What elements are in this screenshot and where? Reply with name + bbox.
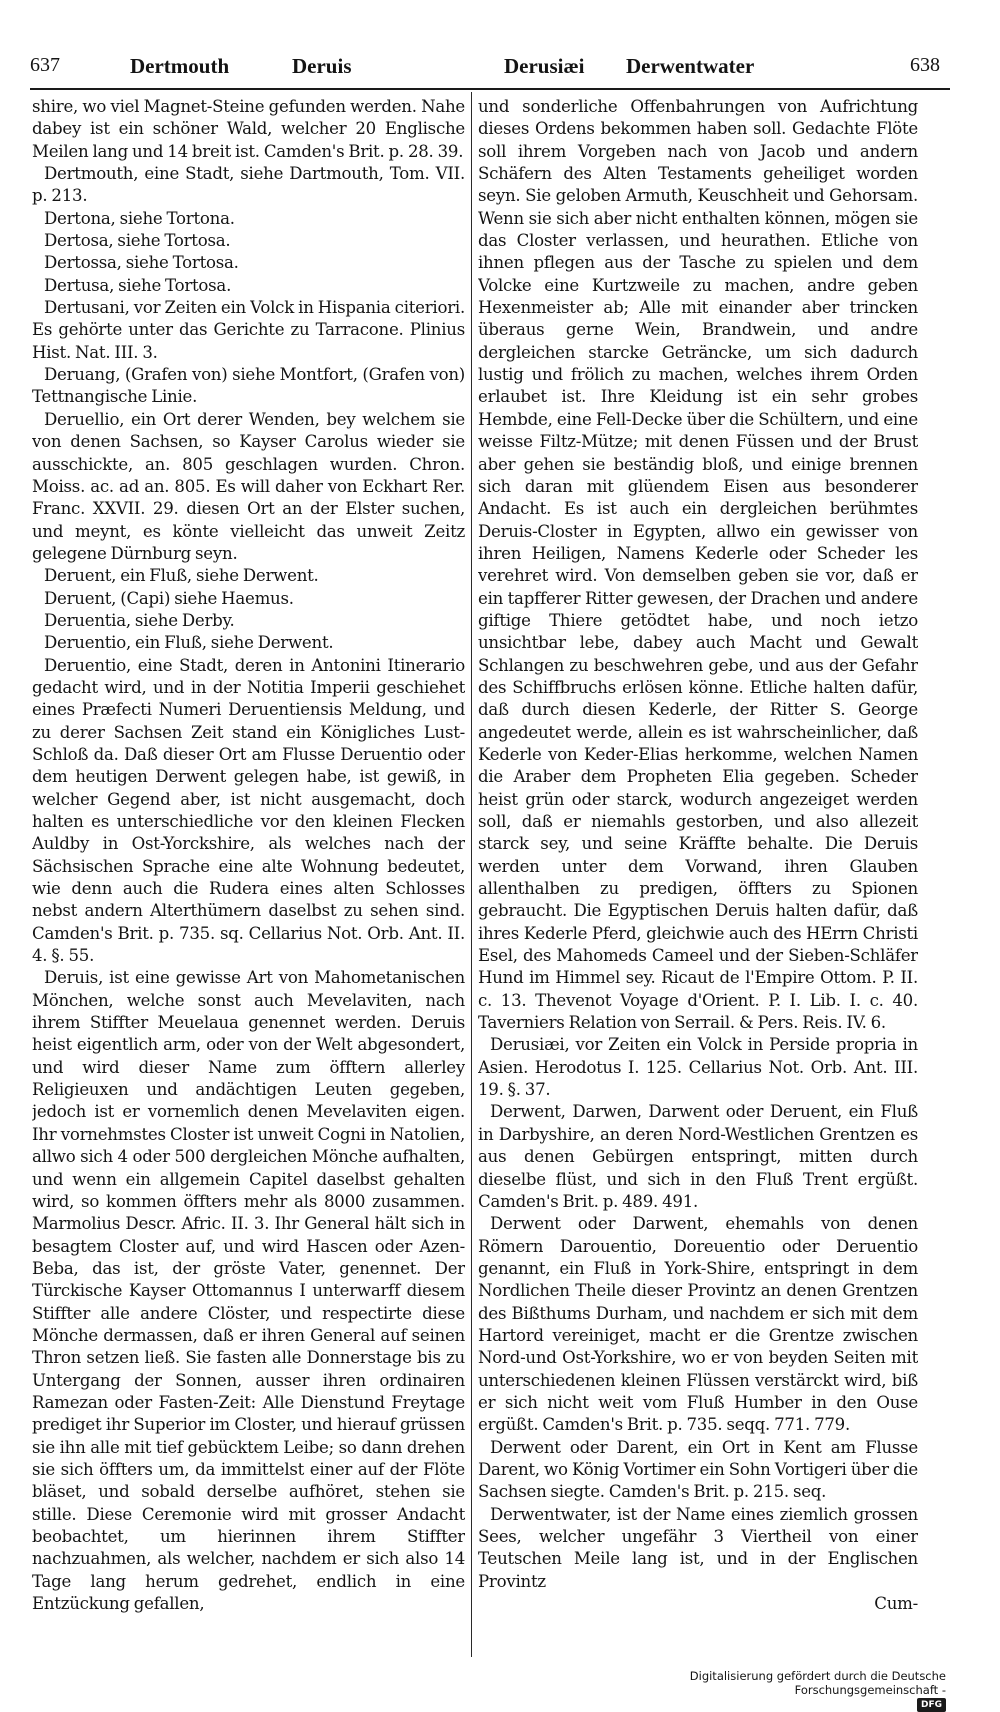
running-header <box>30 54 950 84</box>
column-divider <box>471 92 472 1657</box>
entry-paragraph: Deruentio, eine Stadt, deren in Antonini Itinerario gedacht wird, und in der Notitia Imperii geschiehet eines Præfecti Numeri Deruentiensis Meldung, und zu derer Sachsen Zeit stand ein Königliches Lust-Schloß da. Daß dieser Ort am Flusse Deruentio oder dem heutigen Derwent gelegen habe, ist gewiß, in welcher Gegend aber, ist nicht ausgemacht, doch halten es unterschiedliche vor den kleinen Flecken Auldby in Ost-Yorckshire, als welches nach der Sächsischen Sprache eine alte Wohnung bedeutet, wie denn auch die Rudera eines alten Schlosses nebst andern Alterthümern daselbst zu sehen sind. Camden's Brit. p. 735. sq. Cellarius Not. Orb. Ant. II. 4. §. 55. <box>32 655 465 966</box>
entry-paragraph: Dertusa, siehe Tortosa. <box>44 275 232 295</box>
entry-paragraph: Dertosa, siehe Tortosa. <box>44 231 231 251</box>
digitization-credit <box>560 1669 946 1710</box>
entry-paragraph: Deruis, ist eine gewisse Art von Mahometanischen Mönchen, welche sonst auch Mevelaviten, nach ihrem Stiffter Meuelaua genennet werden. Deruis heist eigentlich arm, oder von der Welt abgesondert, und wird dieser Name zum öfftern allerley Religieuxen und andächtigen Leuten gegeben, jedoch ist er vornemlich denen Mevelaviten eigen. Ihr vornehmstes Closter ist unweit Cogni in Natolien, allwo sich 4 oder 500 dergleichen Mönche aufhalten, und wenn ein allgemein Capitel daselbst gehalten wird, so kommen öffters mehr als 8000 zusammen. Marmolius Descr. Afric. II. 3. Ihr General hält sich in besagtem Closter auf, und wird Hascen oder Azen-Beba, das ist, der gröste Vater, genennet. Der Türckische Kayser Ottomannus I unterwarff diesem Stiffter alle andere Clöster, und respectirte diese Mönche dermassen, daß er ihren General auf seinen Thron setzen ließ. Sie fasten alle Donnerstage bis zu Untergang der Sonnen, ausser ihren ordinairen Ramezan oder Fasten-Zeit: Alle Dienstund Freytage prediget ihr Superior im Closter, und hierauf grüssen sie ihn alle mit tief gebücktem Leibe; so dann drehen sie sich öffters um, da immittelst einer auf der Flöte bläset, und sobald derselbe aufhöret, stehen sie stille. Diese Ceremonie wird mit grosser Andacht beobachtet, um hierinnen ihrem Stiffter nachzuahmen, als welcher, nachdem er sich also 14 Tage lang herum gedrehet, endlich in eine Entzückung gefallen, <box>32 968 465 1614</box>
dfg-logo: DFG <box>917 1698 946 1712</box>
header-rule <box>30 88 950 90</box>
entry-paragraph: Dertmouth, eine Stadt, siehe Dartmouth, Tom. VII. p. 213. <box>32 164 465 206</box>
entry-paragraph: Derwent oder Darent, ein Ort in Kent am Flusse Darent, wo König Vortimer ein Sohn Vortigeri über die Sachsen siegte. Camden's Brit. p. 215. seq. <box>478 1437 918 1502</box>
catchword: Cum- <box>874 1594 918 1614</box>
entry-paragraph: Derwent oder Darwent, ehemahls von denen Römern Darouentio, Doreuentio oder Deruentio genannt, ein Fluß in York-Shire, entspringt in dem Nordlichen Theile dieser Provintz an denen Grentzen des Bißthums Durham, und nachdem er sich mit dem Hartord vereiniget, macht er die Grentze zwischen Nord-und Ost-Yorkshire, wo er von beyden Seiten mit unterschiedenen kleinen Flüssen verstärckt wird, biß er sich nicht weit vom Fluß Humber in den Ouse ergüßt. Camden's Brit. p. 735. seqq. 771. 779. <box>478 1214 918 1435</box>
entry-paragraph: Deruang, (Grafen von) siehe Montfort, (Grafen von) Tettnangische Linie. <box>32 365 465 407</box>
header-word-1: Dertmouth <box>130 54 230 78</box>
entry-paragraph: Deruentio, ein Fluß, siehe Derwent. <box>44 633 334 653</box>
entry-paragraph: Deruent, (Capi) siehe Haemus. <box>44 588 294 608</box>
header-word-3: Derusiæi <box>504 54 585 78</box>
credit-text: Digitalisierung gefördert durch die Deutsche Forschungsgemeinschaft - <box>689 1669 946 1697</box>
page-number-left: 637 <box>30 54 60 76</box>
page-number-right: 638 <box>910 54 940 76</box>
entry-paragraph: Derwentwater, ist der Name eines ziemlich grossen Sees, welcher ungefähr 3 Viertheil von einer Teutschen Meile lang ist, und in der Englischen Provintz <box>478 1504 918 1591</box>
header-word-2: Deruis <box>292 54 352 78</box>
entry-paragraph: shire, wo viel Magnet-Steine gefunden werden. Nahe dabey ist ein schöner Wald, welcher 20 Englische Meilen lang und 14 breit ist. Camden's Brit. p. 28. 39. <box>32 97 465 161</box>
entry-paragraph: Derusiæi, vor Zeiten ein Volck in Perside propria in Asien. Herodotus I. 125. Cellarius Not. Orb. Ant. III. 19. §. 37. <box>478 1035 918 1100</box>
entry-paragraph: Derwent, Darwen, Darwent oder Deruent, ein Fluß in Darbyshire, an deren Nord-Westlichen Grentzen es aus denen Gebürgen entspringt, mitten durch dieselbe flüst, und sich in den Fluß Trent ergüßt. Camden's Brit. p. 489. 491. <box>478 1102 918 1211</box>
header-word-4: Derwentwater <box>626 54 755 78</box>
entry-paragraph: Deruent, ein Fluß, siehe Derwent. <box>44 566 319 586</box>
entry-paragraph: Deruellio, ein Ort derer Wenden, bey welchem sie von denen Sachsen, so Kayser Carolus wieder sie ausschickte, an. 805 geschlagen wurden. Chron. Moiss. ac. ad an. 805. Es will daher von Eckhart Rer. Franc. XXVII. 29. diesen Ort an der Elster suchen, und meynt, es könte vielleicht das unweit Zeitz gelegene Dürnburg seyn. <box>32 409 465 563</box>
left-column <box>32 96 465 1656</box>
entry-paragraph: Dertona, siehe Tortona. <box>44 208 235 228</box>
entry-paragraph: Dertusani, vor Zeiten ein Volck in Hispania citeriori. Es gehörte unter das Gerichte zu Tarracone. Plinius Hist. Nat. III. 3. <box>32 298 465 362</box>
entry-paragraph: Deruentia, siehe Derby. <box>44 610 235 630</box>
entry-paragraph: Dertossa, siehe Tortosa. <box>44 253 239 273</box>
right-column <box>478 96 918 1656</box>
entry-paragraph: und sonderliche Offenbahrungen von Aufrichtung dieses Ordens bekommen haben soll. Gedachte Flöte soll ihrem Vorgeben nach von Jacob und andern Schäfern des Alten Testaments geheiliget worden seyn. Sie geloben Armuth, Keuschheit und Gehorsam. Wenn sie sich aber nicht enthalten können, mögen sie das Closter verlassen, und heurathen. Etliche von ihnen pflegen aus der Tasche zu spielen und dem Volcke eine Kurtzweile zu machen, andre geben Hexenmeister ab; Alle mit einander aber trincken überaus gerne Wein, Brandwein, und andre dergleichen starcke Geträncke, um sich dadurch lustig und frölich zu machen, welches ihrem Orden erlaubet ist. Ihre Kleidung ist ein sehr grobes Hembde, eine Fell-Decke über die Schültern, und eine weisse Filtz-Mütze; mit denen Füssen und der Brust aber gehen sie beständig bloß, und einige brennen sich daran mit glüendem Eisen aus besonderer Andacht. Es ist auch ein dergleichen berühmtes Deruis-Closter in Egypten, allwo ein gewisser von ihren Heiligen, Namens Kederle oder Scheder les verehret wird. Von demselben geben sie vor, daß er ein tapfferer Ritter gewesen, der Drachen und andere giftige Thiere getödtet habe, und noch ietzo unsichtbar lebe, dabey auch Macht und Gewalt Schlangen zu beschwehren gebe, und aus der Gefahr des Schiffbruchs erlösen könne. Etliche halten dafür, daß durch diesen Kederle, der Ritter S. George angedeutet werde, allein es ist wahrscheinlicher, daß Kederle von Keder-Elias herkomme, welchen Namen die Araber dem Propheten Elia gegeben. Scheder heist grün oder starck, wodurch angezeiget werden soll, daß er niemahls gestorben, und also allezeit starck sey, und seine Kräffte behalte. Die Deruis werden unter dem Vorwand, ihren Glauben allenthalben zu predigen, öffters zu Spionen gebraucht. Die Egyptischen Deruis halten dafür, daß ihres Kederle Pferd, gleichwie auch des HErrn Christi Esel, des Mahomeds Cameel und der Sieben-Schläfer Hund im Himmel sey. Ricaut de l'Empire Ottom. P. II. c. 13. Thevenot Voyage d'Orient. P. I. Lib. I. c. 40. Taverniers Relation von Serrail. & Pers. Reis. IV. 6. <box>478 97 918 1033</box>
